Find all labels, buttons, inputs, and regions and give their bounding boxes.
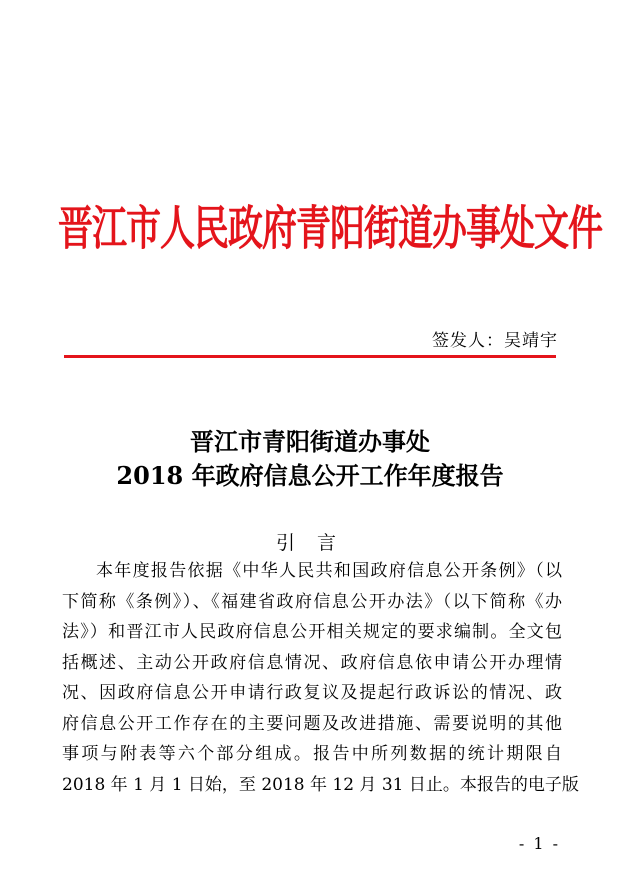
issuer-red-header: 晋江市人民政府青阳街道办事处文件: [58, 201, 603, 257]
body-line: 况、因政府信息公开申请行政复议及提起行政诉讼的情况、政: [62, 683, 562, 703]
body-paragraph: [62, 556, 579, 800]
red-divider-line: [64, 355, 556, 358]
signer-line: 签发人：吴靖宇: [432, 331, 558, 351]
page-number: - 1 -: [518, 834, 560, 853]
report-title-line-2: 2018 年政府信息公开工作年度报告: [116, 461, 504, 490]
body-line: 府信息公开工作存在的主要问题及改进措施、需要说明的其他: [62, 713, 562, 734]
body-line: 法》）和晋江市人民政府信息公开相关规定的要求编制。全文包: [62, 622, 562, 642]
body-line: 2018 年 1 月 1 日始，至 2018 年 12 月 31 日止。本报告的电子版: [62, 774, 579, 795]
section-heading-introduction: 引 言: [275, 532, 345, 554]
body-line: 括概述、主动公开政府信息情况、政府信息依申请公开办理情: [62, 652, 562, 673]
report-title-line-1: 晋江市青阳街道办事处: [190, 427, 430, 456]
body-line: 事项与附表等六个部分组成。报告中所列数据的统计期限自: [62, 744, 562, 764]
body-line: 本年度报告依据《中华人民共和国政府信息公开条例》（以: [96, 561, 562, 581]
body-line: 下简称《条例》）、《福建省政府信息公开办法》（以下简称《办: [62, 591, 562, 612]
